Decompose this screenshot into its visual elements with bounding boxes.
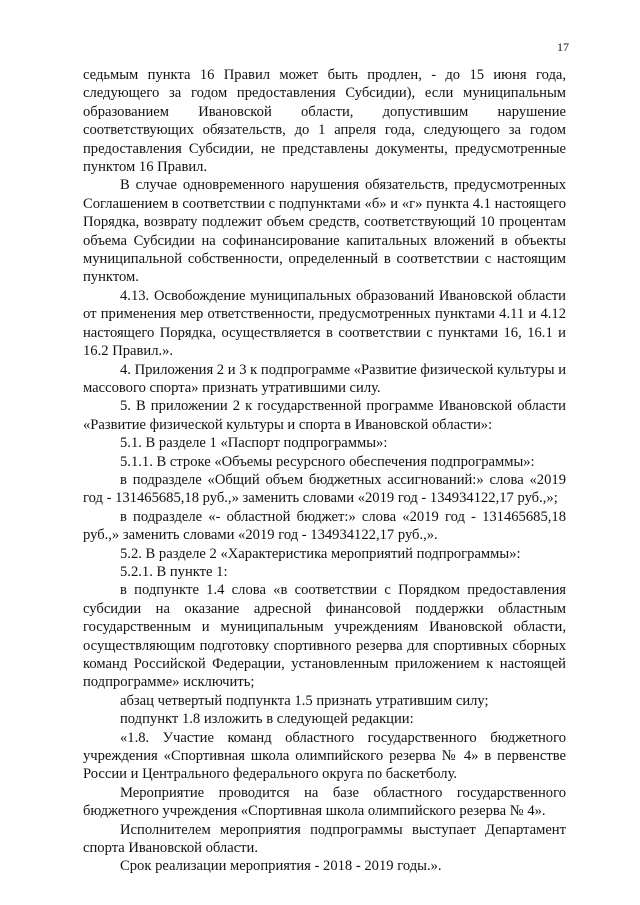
- document-body: [83, 66, 566, 876]
- paragraph-subitem-1-5: абзац четвертый подпункта 1.5 признать утратившим силу;: [120, 692, 489, 709]
- paragraph-executor: Исполнителем мероприятия подпрограммы выступает Департамент спорта Ивановской области.: [83, 821, 566, 857]
- paragraph-subitem-1-8: «1.8. Участие команд областного государственного бюджетного учреждения «Спортивная школа олимпийского резерва № 4» в первенстве России и Центрального федерального округа по баскетболу.: [83, 729, 566, 783]
- paragraph-regional-budget: в подразделе «- областной бюджет:» слова «2019 год - 131465685,18 руб.,» заменить словами «2019 год - 134934122,17 руб.,».: [83, 508, 566, 544]
- paragraph-subitem-1-4: в подпункте 1.4 слова «в соответствии с Порядком предоставления субсидии на оказание адресной финансовой поддержки областным государственным и муниципальным учреждениям Ивановской области, осуществляющим подготовку спортивного резерва для спортивных сборных команд Российской Федерации, установленным приложением к настоящей подпрограмме» исключить;: [83, 582, 566, 691]
- paragraph-subitem-1-8-intro: подпункт 1.8 изложить в следующей редакции:: [120, 711, 414, 728]
- paragraph-5-2-1: 5.2.1. В пункте 1:: [120, 563, 228, 580]
- paragraph-term: Срок реализации мероприятия - 2018 - 2019 годы.».: [120, 858, 442, 875]
- paragraph-item-4: 4. Приложения 2 и 3 к подпрограмме «Развитие физической культуры и массового спорта» признать утратившими силу.: [83, 361, 566, 396]
- paragraph-simultaneous-violation: В случае одновременного нарушения обязательств, предусмотренных Соглашением в соответствии с подпунктами «б» и «г» пункта 4.1 настоящего Порядка, возврату подлежит объем средств, соответствующий 10 процентам объема Субсидии на софинансирование капитальных вложений в объекты муниципальной собственности, определенный в соответствии с настоящим пунктом.: [83, 177, 566, 286]
- page-number: 17: [557, 40, 569, 54]
- paragraph-total-budget: в подразделе «Общий объем бюджетных ассигнований:» слова «2019 год - 131465685,18 руб.,» заменить словами «2019 год - 134934122,17 руб.,»;: [83, 471, 566, 507]
- paragraph-4-13: 4.13. Освобождение муниципальных образований Ивановской области от применения мер ответственности, предусмотренных пунктами 4.11 и 4.12 настоящего Порядка, осуществляется в соответствии с пунктами 16, 16.1 и 16.2 Правил.».: [83, 287, 566, 360]
- paragraph-5-1: 5.1. В разделе 1 «Паспорт подпрограммы»:: [120, 435, 388, 452]
- paragraph-5-2: 5.2. В разделе 2 «Характеристика мероприятий подпрограммы»:: [120, 545, 521, 562]
- paragraph-continuation: седьмым пункта 16 Правил может быть продлен, - до 15 июня года, следующего за годом предоставления Субсидии), если муниципальным образованием Ивановской области, допустившим нарушение соответствующих обязательств, до 1 апреля года, следующего за годом предоставления Субсидии, не представлены документы, предусмотренные пунктом 16 Правил.: [83, 67, 566, 176]
- paragraph-item-5: 5. В приложении 2 к государственной программе Ивановской области «Развитие физической культуры и спорта в Ивановской области»:: [83, 398, 566, 433]
- paragraph-event-base: Мероприятие проводится на базе областного государственного бюджетного учреждения «Спортивная школа олимпийского резерва № 4».: [83, 784, 566, 820]
- paragraph-5-1-1: 5.1.1. В строке «Объемы ресурсного обеспечения подпрограммы»:: [120, 453, 535, 470]
